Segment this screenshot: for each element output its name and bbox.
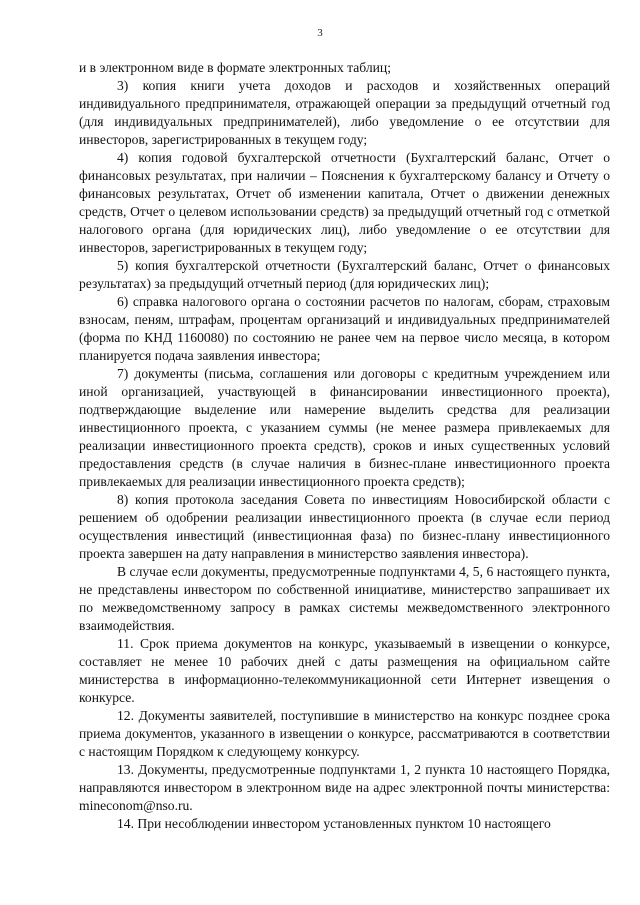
paragraph-item-8: 8) копия протокола заседания Совета по инвестициям Новосибирской области с решением об одобрении реализации инвестиционного проекта (в случае если период осуществления инвестиций (инвестиционная фаза) по бизнес-плану инвестиционного проекта завершен на дату направления в министерство заявления инвестора). — [79, 492, 610, 561]
paragraph-item-6: 6) справка налогового органа о состоянии расчетов по налогам, сборам, страховым взносам, пеням, штрафам, процентам организаций и индивидуальных предпринимателей (форма по КНД 1160080) по состоянию не ранее чем на первое число месяца, в котором планируется подача заявления инвестора; — [79, 294, 610, 363]
paragraph-section-13: 13. Документы, предусмотренные подпунктами 1, 2 пункта 10 настоящего Порядка, направляются инвестором в электронном виде на адрес электронной почты министерства: mineconom@nso.ru. — [79, 762, 610, 813]
paragraph-section-12: 12. Документы заявителей, поступившие в министерство на конкурс позднее срока приема документов, указанного в извещении о конкурсе, рассматриваются в соответствии с настоящим Порядком к следующему конкурсу. — [79, 708, 610, 759]
paragraph-section-14: 14. При несоблюдении инвестором установленных пунктом 10 настоящего — [117, 816, 551, 831]
document-body — [79, 59, 610, 833]
paragraph-item-4: 4) копия годовой бухгалтерской отчетности (Бухгалтерский баланс, Отчет о финансовых результатах, при наличии – Пояснения к бухгалтерскому балансу и Отчету о финансовых результатах, Отчет об изменении капитала, Отчет о движении денежных средств, Отчет о целевом использовании средств) за предыдущий отчетный год с отметкой налогового органа (для юридических лиц), либо уведомление о ее отсутствии для инвесторов, зарегистрированных в текущем году; — [79, 150, 610, 255]
paragraph-interagency-request: В случае если документы, предусмотренные подпунктами 4, 5, 6 настоящего пункта, не представлены инвестором по собственной инициативе, министерство запрашивает их по межведомственному запросу в рамках системы межведомственного электронного взаимодействия. — [79, 564, 610, 633]
page-number: 3 — [317, 27, 323, 39]
paragraph-item-5: 5) копия бухгалтерской отчетности (Бухгалтерский баланс, Отчет о финансовых результатах) за предыдущий отчетный период (для юридических лиц); — [79, 258, 610, 291]
paragraph-item-7: 7) документы (письма, соглашения или договоры с кредитным учреждением или иной организацией, участвующей в финансировании инвестиционного проекта), подтверждающие выделение или намерение выделить средства для реализации инвестиционного проекта, с указанием суммы (не менее размера привлекаемых для реализации инвестиционного проекта средств), сроков и иных существенных условий предоставления средств (в случае наличия в бизнес-плане инвестиционного проекта привлекаемых для реализации инвестиционного проекта средств); — [79, 366, 610, 489]
paragraph-continuation: и в электронном виде в формате электронных таблиц; — [79, 60, 391, 75]
paragraph-item-3: 3) копия книги учета доходов и расходов и хозяйственных операций индивидуального предпринимателя, отражающей операции за предыдущий отчетный год (для индивидуальных предпринимателей), либо уведомление о ее отсутствии для инвесторов, зарегистрированных в текущем году; — [79, 78, 610, 147]
paragraph-section-11: 11. Срок приема документов на конкурс, указываемый в извещении о конкурсе, составляет не менее 10 рабочих дней с даты размещения на официальном сайте министерства в информационно-телекоммуникационной сети Интернет извещения о конкурсе. — [79, 636, 610, 705]
